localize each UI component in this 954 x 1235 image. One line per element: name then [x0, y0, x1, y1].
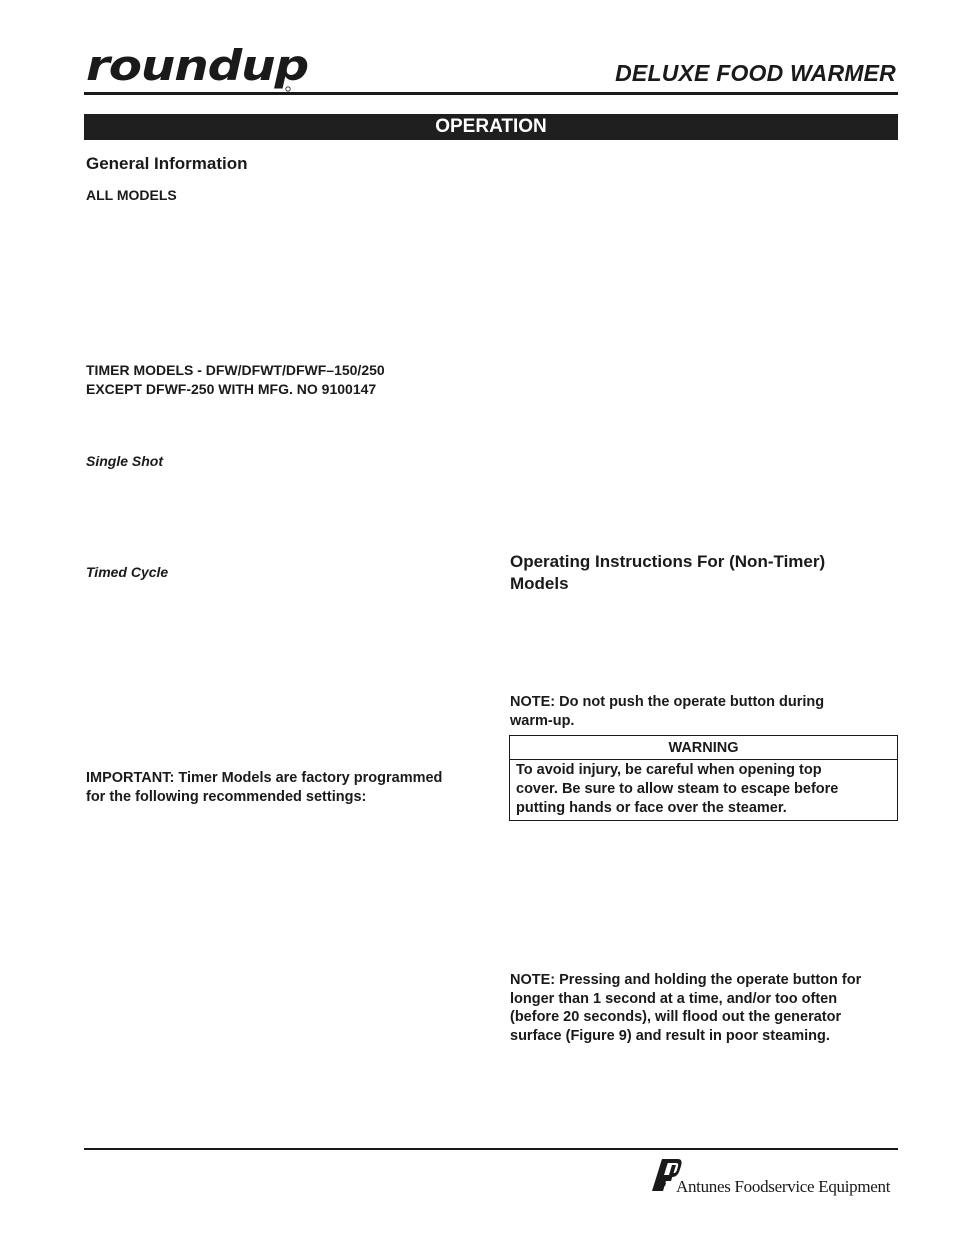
- header-divider: [84, 92, 898, 95]
- operate-button-note-line-2: longer than 1 second at a time, and/or too often: [510, 990, 838, 1007]
- all-models-heading: ALL MODELS: [86, 187, 177, 203]
- footer-divider: [84, 1148, 898, 1150]
- operate-button-note-line-1: NOTE: Pressing and holding the operate button for: [510, 972, 862, 988]
- general-information-heading: General Information: [86, 154, 248, 173]
- section-title-bar: OPERATION: [84, 114, 898, 140]
- warning-line-2: cover. Be sure to allow steam to escape before: [516, 781, 839, 797]
- operating-instructions-line-2: Models: [510, 574, 569, 593]
- single-shot-subheading: Single Shot: [86, 453, 163, 469]
- important-note-line-1: IMPORTANT: Timer Models are factory programmed: [86, 770, 443, 786]
- warning-box: [509, 735, 898, 821]
- timer-models-line-2: EXCEPT DFWF-250 WITH MFG. NO 9100147: [86, 381, 377, 397]
- timer-models-line-1: TIMER MODELS - DFW/DFWT/DFWF–150/250: [86, 362, 385, 378]
- operating-instructions-line-1: Operating Instructions For (Non-Timer): [510, 552, 826, 571]
- operate-button-note: [510, 971, 861, 1045]
- warmup-note-line-2: warm-up.: [510, 712, 575, 729]
- operating-instructions-heading: [510, 551, 900, 595]
- warning-title: WARNING: [510, 736, 897, 760]
- warning-body: [510, 760, 897, 819]
- warning-line-1: To avoid injury, be careful when opening top: [516, 762, 822, 778]
- roundup-logo: [84, 44, 316, 96]
- roundup-logo-wordmark: roundup: [86, 44, 308, 90]
- warmup-note: [510, 693, 824, 730]
- timer-models-heading: [86, 361, 385, 399]
- important-note-line-2: for the following recommended settings:: [86, 788, 367, 805]
- document-title: DELUXE FOOD WARMER: [615, 60, 896, 86]
- timed-cycle-subheading: Timed Cycle: [86, 564, 169, 580]
- warning-line-3: putting hands or face over the steamer.: [516, 800, 787, 816]
- operate-button-note-line-3: (before 20 seconds), will flood out the generator: [510, 1009, 842, 1025]
- warmup-note-line-1: NOTE: Do not push the operate button during: [510, 694, 825, 710]
- company-name: Antunes Foodservice Equipment: [676, 1177, 891, 1196]
- operate-button-note-line-4: surface (Figure 9) and result in poor steaming.: [510, 1027, 830, 1044]
- important-note: [86, 769, 442, 806]
